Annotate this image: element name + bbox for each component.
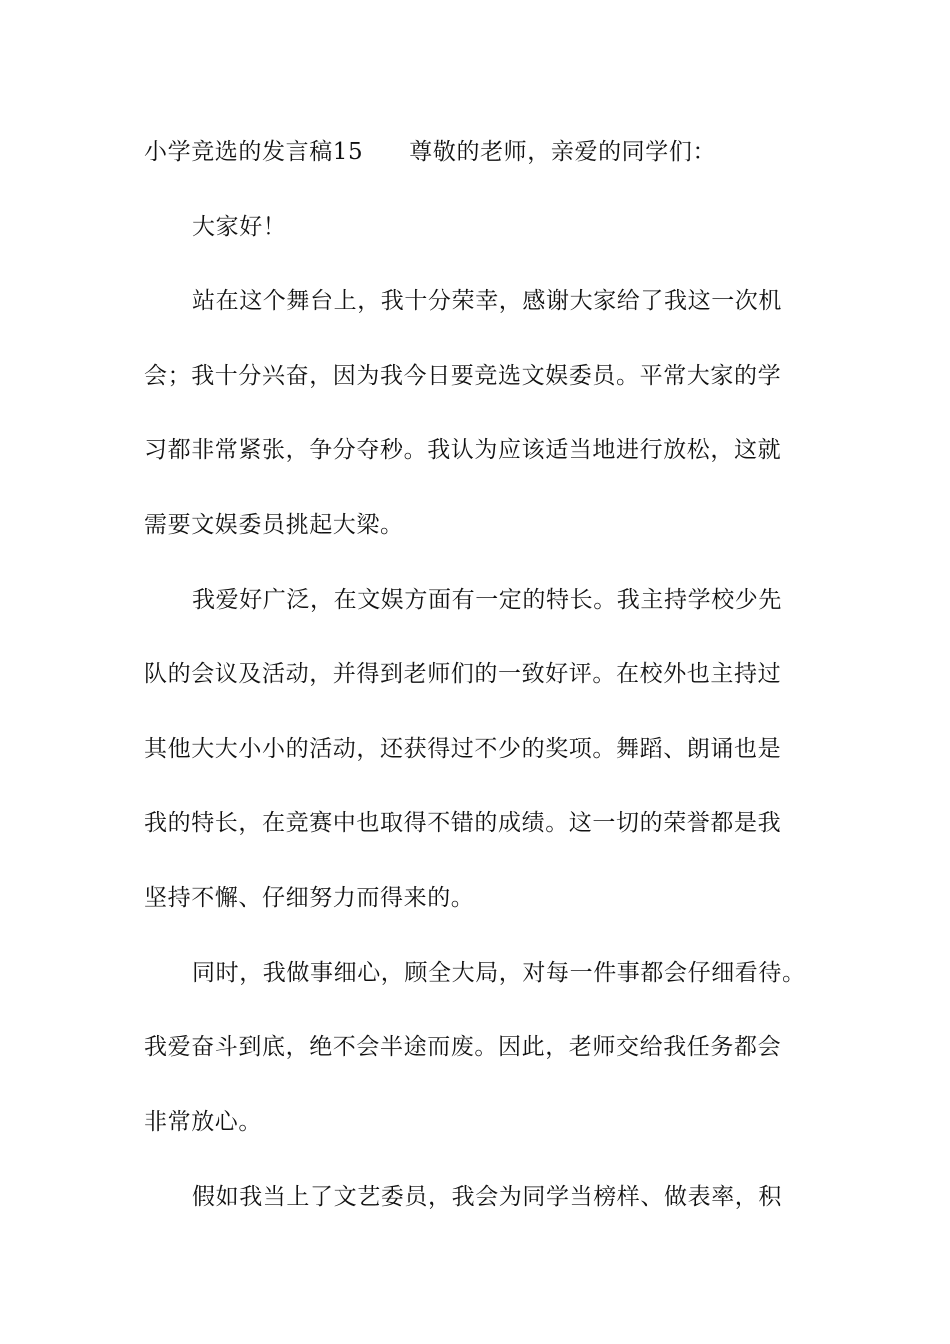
paragraph-line: 会；我十分兴奋，因为我今日要竞选文娱委员。平常大家的学 <box>144 363 782 389</box>
paragraph-line: 假如我当上了文艺委员，我会为同学当榜样、做表率，积 <box>192 1184 782 1210</box>
paragraph-line: 非常放心。 <box>144 1109 262 1135</box>
paragraph-line: 大家好！ <box>192 214 287 240</box>
document-title: 小学竞选的发言稿15 <box>144 139 364 165</box>
paragraph-line: 我爱奋斗到底，绝不会半途而废。因此，老师交给我任务都会 <box>144 1034 782 1060</box>
paragraph-line: 同时，我做事细心，顾全大局，对每一件事都会仔细看待。 <box>192 960 806 986</box>
title-line <box>144 137 716 167</box>
paragraph-line: 我爱好广泛，在文娱方面有一定的特长。我主持学校少先 <box>192 587 782 613</box>
paragraph-line: 队的会议及活动，并得到老师们的一致好评。在校外也主持过 <box>144 661 782 687</box>
paragraph-line: 需要文娱委员挑起大梁。 <box>144 512 404 538</box>
salutation: 尊敬的老师，亲爱的同学们： <box>409 139 717 165</box>
paragraph-line: 其他大大小小的活动，还获得过不少的奖项。舞蹈、朗诵也是 <box>144 736 782 762</box>
paragraph-line: 我的特长，在竞赛中也取得不错的成绩。这一切的荣誉都是我 <box>144 810 782 836</box>
paragraph-line: 站在这个舞台上，我十分荣幸，感谢大家给了我这一次机 <box>192 288 782 314</box>
paragraph-line: 习都非常紧张，争分夺秒。我认为应该适当地进行放松，这就 <box>144 437 782 463</box>
paragraph-line: 坚持不懈、仔细努力而得来的。 <box>144 885 475 911</box>
